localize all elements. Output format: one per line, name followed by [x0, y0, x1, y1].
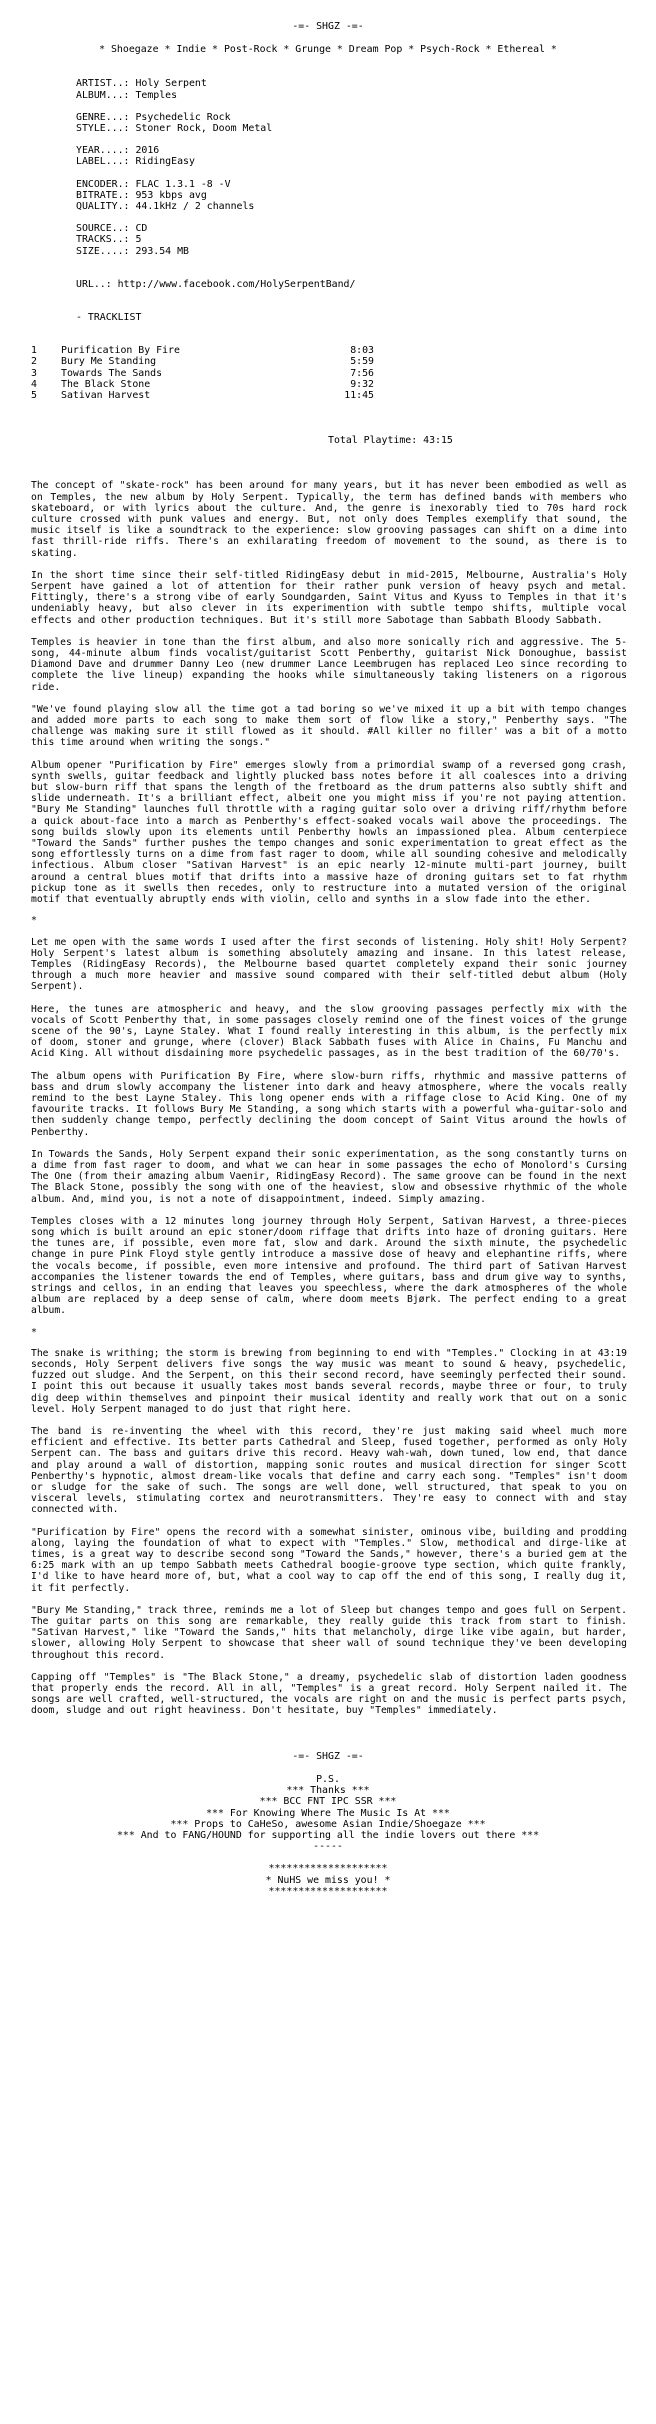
review-paragraph: In the short time since their self-titled RidingEasy debut in mid-2015, Melbourne, Australia's Holy Serpent have gained a lot of attention for their rather punk version of heavy psych and metal. Fittingly, there's a strong vibe of early Soundgarden, Saint Vitus and Kyuss to Temples in that it's undeniably heavy, but also clever in its experimention with subtle tempo shifts, multiple vocal effects and other production techniques. But it's still more Sabotage than Sabbath Bloody Sabbath. — [31, 569, 627, 626]
separator-star-2: * — [31, 1326, 37, 1338]
review-paragraph: The snake is writhing; the storm is brewing from beginning to end with "Temples." Clocking in at 43:19 seconds, Holy Serpent delivers five songs the way music was meant to sound & heavy, psychedelic, fuzzed out sludge. And the Serpent, on this their second record, have seemingly perfected their sound. I point this out because it usually takes most bands several records, maybe three or four, to truly dig deep within themselves and pinpoint their musical identity and really work that out on a sonic level. Holy Serpent managed to do just that right here. — [31, 1347, 627, 1415]
track-duration: 8:03 — [350, 345, 374, 357]
review-paragraph: "We've found playing slow all the time got a tad boring so we've mixed it up a bit with tempo changes and added more parts to each song to make them sort of flow like a story," Penberthy says. "The challenge was making sure it still flowed as it should. #All killer no filler' was a bit of a motto this time around when writing the songs." — [31, 703, 627, 749]
footer-credits — [0, 1785, 656, 1897]
encoder-field: ENCODER.: FLAC 1.3.1 -8 -V — [76, 178, 231, 190]
total-playtime: Total Playtime: 43:15 — [328, 435, 453, 447]
tracklist-heading: - TRACKLIST — [76, 312, 142, 324]
review-section-1 — [0, 480, 656, 905]
header-banner: -=- SHGZ -=- — [292, 21, 364, 32]
footer-line: ******************** — [268, 1863, 388, 1875]
review-paragraph: Album opener "Purification by Fire" emerges slowly from a primordial swamp of a reversed gong crash, synth swells, guitar feedback and lightly plucked bass notes before it all coalesces into a driving but slow-burn riff that spans the length of the fretboard as the drum patterns also subtly shift and slide underneath. It's a brilliant effect, albeit one you might miss if you're not paying attention. "Bury Me Standing" launches full throttle with a raging guitar solo over a driving riff/rhythm before a quick about-face into a march as Penberthy's effect-soaked vocals wail above the proceedings. The song builds slowly upon its elements until Penberthy howls an impassioned plea. Album centerpiece "Toward the Sands" further pushes the tempo changes and sonic experimentation to great effect as the song effortlessly turns on a dime from fast rager to doom, while all sounding cohesive and melodically infectious. Album closer "Sativan Harvest" is an epic nearly 12-minute multi-part journey, built around a central blues motif that drifts into a massive haze of droning guitars set to fat rhythm pickup tone as it swells then recedes, only to restructure into a mutated version of the original motif that eventually abruptly ends with violin, cello and synths in a slow fade into the ether. — [31, 759, 627, 906]
track-duration: 5:59 — [350, 356, 374, 368]
review-section-2 — [0, 937, 656, 1317]
review-paragraph: The album opens with Purification By Fire, where slow-burn riffs, rhythmic and massive patterns of bass and drum slowly accompany the listener into dark and heavy atmosphere, where the vocals really remind to the best Layne Staley. This long opener ends with a riffage close to Acid King. One of my favourite tracks. It follows Bury Me Standing, a song which starts with a powerful wha-guitar-solo and then suddenly change tempo, perfectly declining the doom concept of Saint Vitus around the howls of Penberthy. — [31, 1070, 627, 1138]
source-field: SOURCE..: CD — [76, 223, 148, 235]
footer-line: *** Props to CaHeSo, awesome Asian Indie/Shoegaze *** — [170, 1818, 486, 1830]
track-row — [31, 356, 374, 367]
footer-line: *** Thanks *** — [286, 1785, 370, 1797]
genre-tags: * Shoegaze * Indie * Post-Rock * Grunge * Dream Pop * Psych-Rock * Ethereal * — [99, 44, 557, 56]
review-paragraph: The band is re-inventing the wheel with this record, they're just making said wheel much more efficient and effective. Its better parts Cathedral and Sleep, fused together, performed as only Holy Serpent can. The bass and guitars drive this record. Heavy wah-wah, down tuned, low end, that dance and play around a wall of distortion, mapping sonic routes and musical direction for singer Scott Penberthy's hypnotic, almost dream-like vocals that define and carry each song. "Temples" isn't doom or sludge for the sake of such. The songs are well done, well structured, that speak to you on visceral levels, stimulating cortex and neurotransmitters. They're easy to connect with and stay connected with. — [31, 1426, 627, 1516]
bitrate-field: BITRATE.: 953 kbps avg — [76, 189, 207, 201]
track-title: Sativan Harvest — [61, 390, 151, 401]
footer-line: * NuHS we miss you! * — [265, 1874, 391, 1886]
footer-line: *** BCC FNT IPC SSR *** — [259, 1796, 397, 1808]
tracks-field: TRACKS..: 5 — [76, 234, 142, 246]
year-field: YEAR....: 2016 — [76, 145, 160, 157]
track-number: 2 — [31, 356, 37, 368]
track-number: 3 — [31, 367, 37, 379]
track-row — [31, 368, 374, 379]
track-number: 5 — [31, 390, 37, 401]
album-field: ALBUM...: Temples — [76, 89, 178, 101]
review-section-3 — [0, 1348, 656, 1717]
track-row — [31, 379, 374, 390]
track-number: 4 — [31, 378, 37, 390]
quality-field: QUALITY.: 44.1kHz / 2 channels — [76, 201, 255, 213]
footer-line: ******************** — [268, 1885, 388, 1897]
footer-ps: P.S. — [316, 1773, 340, 1785]
track-title: Purification By Fire — [61, 345, 180, 357]
review-paragraph: Capping off "Temples" is "The Black Stone," a dreamy, psychedelic slab of distortion laden goodness that properly ends the record. All in all, "Temples" is a great record. Holy Serpent nailed it. The songs are well crafted, well-structured, the vocals are right on and the music is perfect parts psych, doom, sludge and out right heaviness. Don't hesitate, buy "Temples" immediately. — [31, 1671, 627, 1717]
artist-field: ARTIST..: Holy Serpent — [76, 78, 207, 90]
genre-field: GENRE...: Psychedelic Rock — [76, 111, 231, 123]
footer-line: *** And to FANG/HOUND for supporting all the indie lovers out there *** — [116, 1829, 540, 1841]
track-duration: 9:32 — [350, 378, 374, 390]
footer-line: ----- — [313, 1841, 343, 1853]
review-paragraph: "Purification by Fire" opens the record with a somewhat sinister, ominous vibe, building and prodding along, laying the foundation of what to expect with "Temples." Slow, methodical and dirge-like at times, is a great way to describe second song "Toward the Sands," however, there's a buried gem at the 6:25 mark with an up tempo Sabbath meets Cathedral boogie-groove type section, which quite frankly, I'd like to have heard more of, but, what a cool way to cap off the end of this song, I really dug it, it fit perfectly. — [31, 1526, 627, 1594]
track-row — [31, 390, 374, 401]
separator-star-1: * — [31, 915, 37, 927]
size-field: SIZE....: 293.54 MB — [76, 245, 189, 257]
track-title: Bury Me Standing — [61, 356, 157, 368]
tracklist — [0, 345, 656, 401]
track-duration: 11:45 — [344, 390, 374, 401]
review-paragraph: The concept of "skate-rock" has been around for many years, but it has never been embodied as well as on Temples, the new album by Holy Serpent. Typically, the term has defined bands with members who skateboard, or with lyrics about the culture. And, the genre is inexorably tied to 70s hard rock culture crossed with punk values and energy. But, not only does Temples exemplify that sound, the music itself is like a soundtrack to the experience: slow grooving passages can shift on a dime into fast thrill-ride riffs. There's an exhilarating freedom of movement to the sound, as there is to skating. — [31, 480, 627, 559]
track-duration: 7:56 — [350, 367, 374, 379]
review-paragraph: Let me open with the same words I used after the first seconds of listening. Holy shit! Holy Serpent? Holy Serpent's latest album is something absolutely amazing and insane. In this latest release, Temples (RidingEasy Records), the Melbourne based quartet completely expand their sonic journey through a much more heavier and massive sound compared with their self-titled debut album (Holy Serpent). — [31, 936, 627, 993]
review-paragraph: Here, the tunes are atmospheric and heavy, and the slow grooving passages perfectly mix with the vocals of Scott Penberthy that, in some passages closely remind one of the finest voices of the grunge scene of the 90's, Layne Staley. What I found really interesting in this album, is the perfectly mix of doom, stoner and grunge, where (clover) Black Sabbath fuses with Alice in Chains, Fu Manchu and Acid King. All without disdaining more psychedelic passages, as in the best tradition of the 60/70's. — [31, 1003, 627, 1060]
review-paragraph: Temples closes with a 12 minutes long journey through Holy Serpent, Sativan Harvest, a three-pieces song which is built around an epic stoner/doom riffage that drifts into haze of droning guitars. Here the tunes are, if possible, even more fat, slow and dark. Around the sixth minute, the psychedelic change in pure Pink Floyd style gently introduce a massive dose of heavy and elephantine riffs, where the vocals become, if possible, even more intensive and profound. The third part of Sativan Harvest accompanies the listener towards the end of Temples, where guitars, bass and drum give way to synths, strings and cellos, in an ending that leaves you speechless, where the dark atmospheres of the whole album are replaced by a deep sense of calm, where doom meets Bjørk. The perfect ending to a great album. — [31, 1215, 627, 1317]
footer-line: *** For Knowing Where The Music Is At *** — [206, 1807, 450, 1819]
track-title: Towards The Sands — [61, 367, 163, 379]
label-field: LABEL...: RidingEasy — [76, 156, 195, 168]
track-title: The Black Stone — [61, 378, 151, 390]
url-field: URL..: http://www.facebook.com/HolySerpentBand/ — [76, 278, 356, 290]
release-info — [0, 78, 656, 290]
review-paragraph: "Bury Me Standing," track three, reminds me a lot of Sleep but changes tempo and goes full on Serpent. The guitar parts on this song are remarkable, they really guide this track from start to finish. "Sativan Harvest," like "Toward the Sands," hits that melancholy, dirge like vibe again, but harder, slower, allowing Holy Serpent to showcase that sheer wall of sound technique they've been developing throughout this record. — [31, 1604, 627, 1661]
review-paragraph: In Towards the Sands, Holy Serpent expand their sonic experimentation, as the song constantly turns on a dime from fast rager to doom, and what we can hear in some passages the echo of Monolord's Cursing The One (from their amazing album Vaenir, RidingEasy Record). The same groove can be found in the next The Black Stone, possibly the song with one of the heaviest, slow and obsessive rhythmic of the whole album. And, mind you, is not a note of disappointment, indeed. Simply amazing. — [31, 1148, 627, 1205]
track-number: 1 — [31, 345, 37, 357]
style-field: STYLE...: Stoner Rock, Doom Metal — [76, 123, 273, 135]
review-paragraph: Temples is heavier in tone than the first album, and also more sonically rich and aggressive. The 5-song, 44-minute album finds vocalist/guitarist Scott Penberthy, guitarist Nick Donoughue, bassist Diamond Dave and drummer Danny Leo (new drummer Lance Leembrugen has replaced Leo since recording to complete the live lineup) expanding the hooks while simultaneously taking listeners on a rigorous ride. — [31, 636, 627, 693]
track-row — [31, 345, 374, 356]
footer-banner: -=- SHGZ -=- — [292, 1750, 364, 1762]
